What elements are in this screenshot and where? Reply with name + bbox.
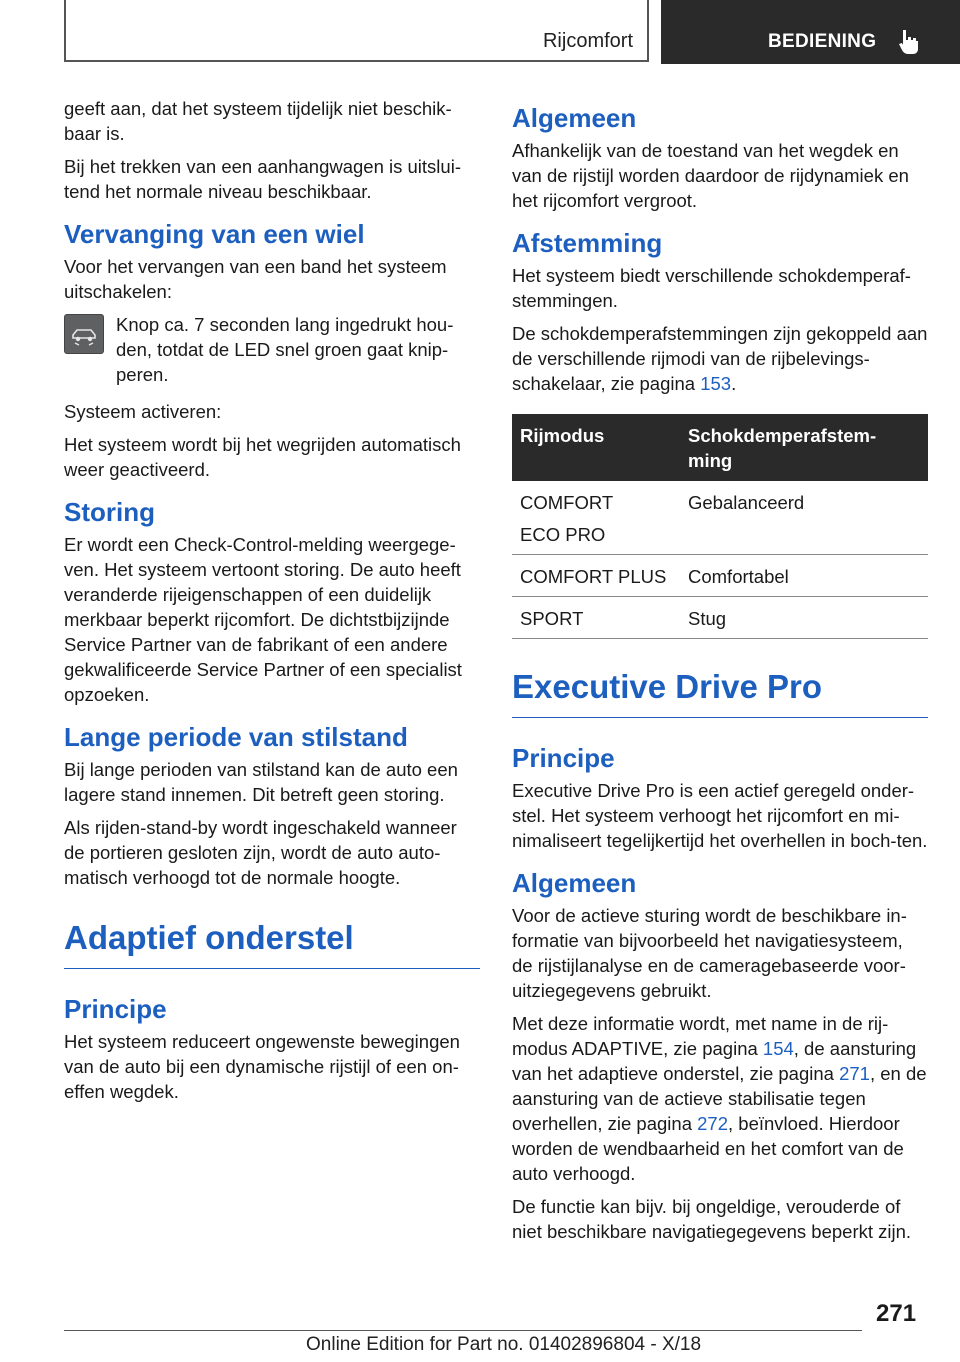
table-header-cell: Rijmodus — [512, 414, 680, 481]
table-cell: Gebalanceerd — [680, 481, 928, 555]
running-header-box — [64, 0, 649, 62]
paragraph: Voor het vervangen van een band het systeem uitschakelen: — [64, 256, 447, 302]
paragraph: De functie kan bijv. bij ongeldige, verouderde of niet beschikbare navigatiegegevens beperkt zijn. — [512, 1196, 912, 1242]
text: , en de aansturing van de actieve stabilisatie tegen overhellen, zie pagina — [512, 1063, 927, 1134]
running-header-section: Rijcomfort — [542, 30, 633, 52]
page-link[interactable]: 272 — [697, 1113, 729, 1134]
cell-line: ECO PRO — [520, 524, 606, 545]
text: De schokdemperafstemmingen zijn gekoppeld aan de verschillende rijmodi van de rijbelevings-schakelaar, zie pagina — [512, 323, 928, 394]
table-cell — [512, 481, 680, 555]
text: . — [731, 373, 737, 394]
table-header-row — [512, 414, 928, 481]
paragraph: Knop ca. 7 seconden lang ingedrukt hou-den, totdat de LED snel groen gaat knip-peren. — [116, 314, 454, 385]
paragraph: Afhankelijk van de toestand van het wegdek en van de rijstijl worden daardoor de rijdynamiek en het rijcomfort vergroot. — [512, 140, 909, 211]
page-link[interactable]: 153 — [700, 373, 732, 394]
car-suspension-button-icon — [64, 314, 104, 354]
table-header-cell: Schokdemperafstem-ming — [680, 414, 928, 481]
footer-divider — [64, 1330, 862, 1331]
page-link[interactable]: 271 — [839, 1063, 870, 1084]
pointing-hand-icon — [895, 27, 923, 55]
paragraph: Er wordt een Check-Control-melding weergege-ven. Het systeem vertoont storing. De auto heeft veranderde rijeigenschappen of een duidelijk merkbaar beperkt rijcomfort. De dichtstbijzijnde Service Partner van de fabrikant of een andere gekwalificeerde Service Partner of een specialist opzoeken. — [64, 534, 462, 705]
paragraph: Het systeem biedt verschillende schokdemperaf-stemmingen. — [512, 265, 911, 311]
table-cell: COMFORT PLUS — [512, 555, 680, 597]
paragraph: Het systeem reduceert ongewenste bewegingen van de auto bij een dynamische rijstijl of een on-effen wegdek. — [64, 1031, 460, 1102]
table-cell: Stug — [680, 597, 928, 639]
paragraph: Bij lange perioden van stilstand kan de auto een lagere stand innemen. Dit betreft geen storing. — [64, 759, 458, 805]
table-row — [512, 481, 928, 555]
chapter-tab — [661, 0, 960, 64]
button-instruction — [64, 312, 480, 387]
left-column — [64, 96, 480, 1112]
heading-wheel-change: Vervanging van een wiel — [64, 219, 365, 249]
table-cell: SPORT — [512, 597, 680, 639]
section-title-adaptive-suspension: Adaptief onderstel — [64, 918, 480, 969]
paragraph: Het systeem wordt bij het wegrijden automatisch weer geactiveerd. — [64, 434, 461, 480]
table-row — [512, 597, 928, 639]
paragraph: Bij het trekken van een aanhangwagen is uitslui-tend het normale niveau beschikbaar. — [64, 156, 461, 202]
paragraph: Als rijden-stand-by wordt ingeschakeld wanneer de portieren gesloten zijn, wordt de auto auto-matisch verhoogd tot de normale hoogte. — [64, 817, 457, 888]
text: , beïnvloed. Hierdoor worden de wendbaarheid en het comfort van de auto verhoogd. — [512, 1113, 904, 1184]
table-row — [512, 555, 928, 597]
heading-general: Algemeen — [512, 103, 637, 133]
heading-fault: Storing — [64, 497, 155, 527]
heading-principle: Principe — [512, 743, 615, 773]
paragraph: Executive Drive Pro is een actief geregeld onder-stel. Het systeem verhoogt het rijcomfort en mi-nimaliseert tegelijkertijd het overhellen in boch-ten. — [512, 780, 928, 851]
cell-line: COMFORT — [520, 492, 614, 513]
right-column — [512, 96, 928, 1252]
paragraph: Systeem activeren: — [64, 401, 222, 422]
chapter-title: BEDIENING — [768, 31, 877, 52]
table-cell: Comfortabel — [680, 555, 928, 597]
paragraph: geeft aan, dat het systeem tijdelijk niet beschik-baar is. — [64, 98, 452, 144]
damper-tuning-table — [512, 414, 928, 639]
heading-general: Algemeen — [512, 868, 637, 898]
section-title-executive-drive-pro: Executive Drive Pro — [512, 667, 928, 718]
heading-tuning: Afstemming — [512, 228, 663, 258]
page-link[interactable]: 154 — [762, 1038, 794, 1059]
heading-standstill: Lange periode van stilstand — [64, 722, 408, 752]
heading-principle: Principe — [64, 994, 167, 1024]
paragraph — [512, 321, 928, 396]
footer-edition: Online Edition for Part no. 01402896804 - X/18 — [306, 1334, 702, 1355]
paragraph — [512, 1011, 928, 1186]
text: , de aansturing van het adaptieve onderstel, zie pagina — [512, 1038, 917, 1084]
text: Met deze informatie wordt, met name in de rij-modus ADAPTIVE, zie pagina — [512, 1013, 889, 1059]
paragraph: Voor de actieve sturing wordt de beschikbare in-formatie van bijvoorbeeld het navigatiesysteem, de rijstijlanalyse en de cameragebaseerde voor-uitziegegevens gebruikt. — [512, 905, 907, 1001]
page-number: 271 — [876, 1300, 917, 1327]
